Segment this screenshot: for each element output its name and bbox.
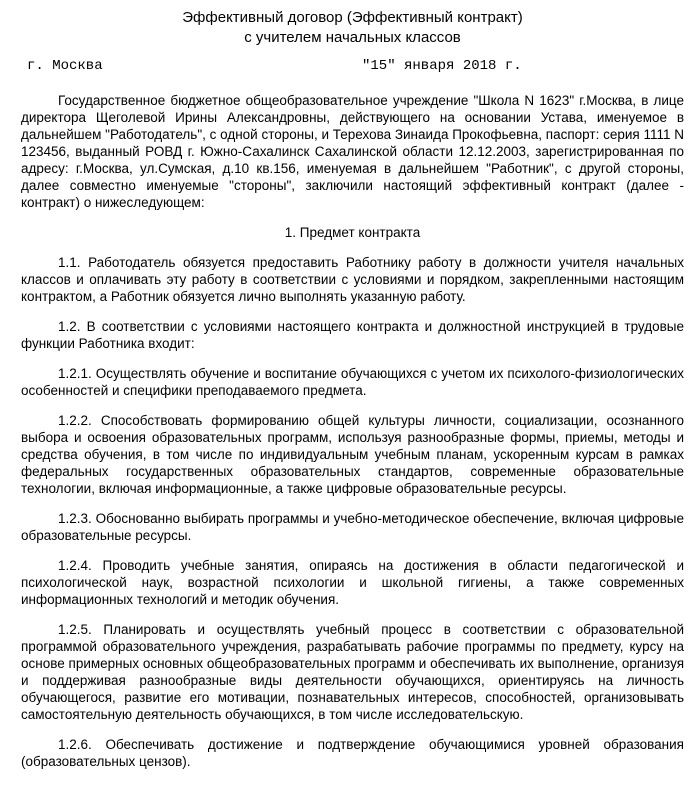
document-title bbox=[21, 8, 684, 48]
section-1-heading: 1. Предмет контракта bbox=[284, 225, 421, 240]
clause-1-2: 1.2. В соответствии с условиями настоящего контракта и должностной инструкцией в трудовые функции Работника входит: bbox=[21, 319, 684, 351]
document-title-line-2: с учителем начальных классов bbox=[244, 29, 461, 46]
clause-1-2-1: 1.2.1. Осуществлять обучение и воспитание обучающихся с учетом их психолого-физиологических особенностей и специфики преподаваемого предмета. bbox=[21, 366, 684, 398]
clause-1-2-5: 1.2.5. Планировать и осуществлять учебный процесс в соответствии с образовательной программой образовательного учреждения, разрабатывать рабочие программы по предмету, курсу на основе примерных основных общеобразовательных программ и обеспечивать их выполнение, организуя и поддерживая разнообразные виды деятельности обучающихся, ориентируясь на личность обучающегося, развитие его мотивации, познавательных интересов, способностей, организовывать самостоятельную деятельность обучающихся, в том числе исследовательскую. bbox=[21, 622, 684, 722]
clause-1-1: 1.1. Работодатель обязуется предоставить Работнику работу в должности учителя начальных классов и оплачивать эту работу в соответствии с условиями и порядком, закрепленными настоящим контрактом, а Работник обязуется лично выполнять указанную работу. bbox=[21, 255, 684, 304]
document-place: г. Москва bbox=[27, 58, 103, 74]
clause-1-2-4: 1.2.4. Проводить учебные занятия, опираясь на достижения в области педагогической и психологической наук, возрастной психологии и школьной гигиены, а также современных информационных технологий и методик обучения. bbox=[21, 558, 684, 607]
place-and-date-line bbox=[21, 58, 684, 75]
clause-1-2-3: 1.2.3. Обоснованно выбирать программы и учебно-методическое обеспечение, включая цифровые образовательные ресурсы. bbox=[21, 511, 684, 543]
intro-paragraph: Государственное бюджетное общеобразовательное учреждение "Школа N 1623" г.Москва, в лице директора Щеголевой Ирины Александровны, действующего на основании Устава, именуемое в дальнейшем "Работодатель", с одной стороны, и Терехова Зинаида Прокофьевна, паспорт: серия 1111 N 123456, выданный РОВД г. Южно-Сахалинск Сахалинской области 12.12.2003, зарегистрированная по адресу: г.Москва, ул.Сумская, д.10 кв.156, именуемая в дальнейшем "Работник", с другой стороны, далее совместно именуемые "стороны", заключили настоящий эффективный контракт (далее - контракт) о нижеследующем: bbox=[21, 93, 684, 210]
clause-1-2-2: 1.2.2. Способствовать формированию общей культуры личности, социализации, осознанного выбора и освоения образовательных программ, используя разнообразные формы, приемы, методы и средства обучения, в том числе по индивидуальным учебным планам, ускоренным курсам в рамках федеральных государственных образовательных стандартов, современные образовательные технологии, включая информационные, а также цифровые образовательные ресурсы. bbox=[21, 413, 684, 496]
document-title-line-1: Эффективный договор (Эффективный контракт) bbox=[182, 9, 523, 26]
document-date: "15" января 2018 г. bbox=[362, 58, 522, 74]
clause-1-2-6: 1.2.6. Обеспечивать достижение и подтверждение обучающимися уровней образования (образовательных цензов). bbox=[21, 737, 684, 769]
